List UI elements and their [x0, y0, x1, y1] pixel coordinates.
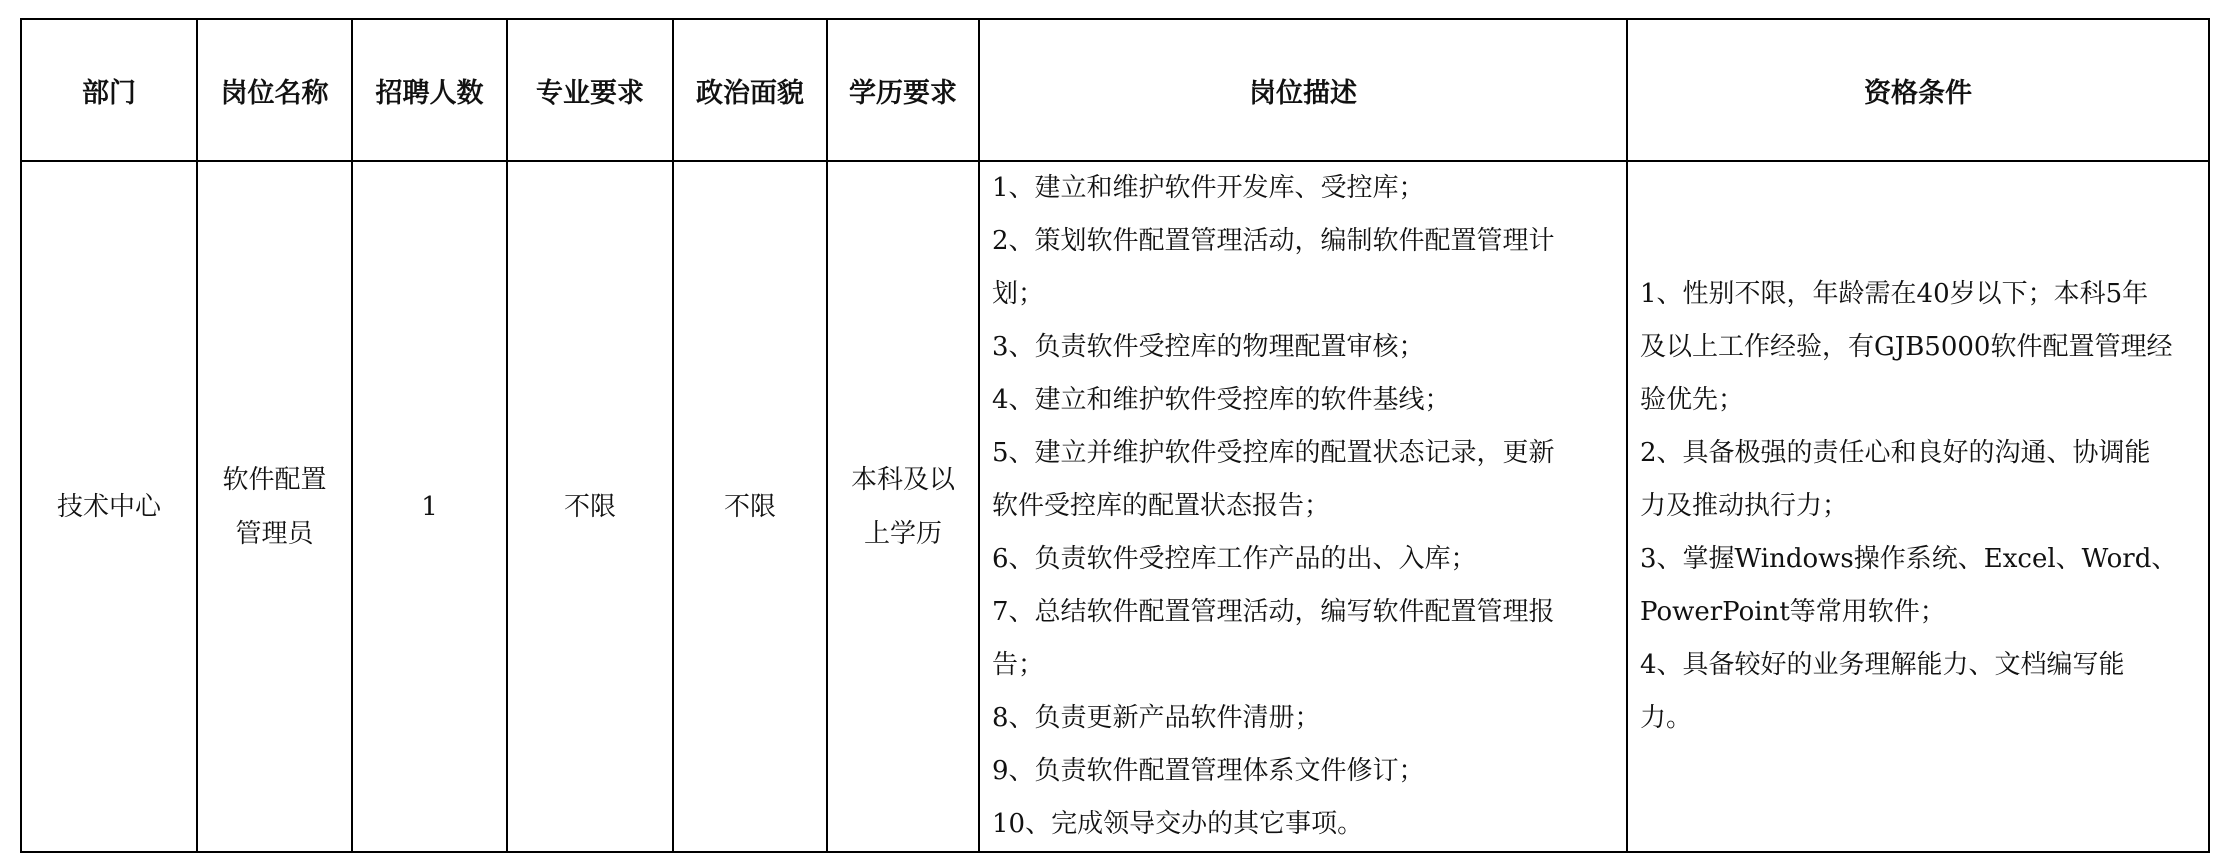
- header-political-status: 政治面貌: [673, 19, 827, 161]
- header-qualifications: 资格条件: [1627, 19, 2209, 161]
- qualification-line: 及以上工作经验，有GJB5000软件配置管理经: [1640, 332, 2173, 362]
- education-line: 本科及以: [850, 464, 955, 495]
- description-line: 1、建立和维护软件开发库、受控库；: [992, 173, 1425, 203]
- description-line: 10、完成领导交办的其它事项。: [992, 809, 1364, 839]
- description-line: 2、策划软件配置管理活动，编制软件配置管理计: [992, 226, 1555, 256]
- header-education-requirement: 学历要求: [827, 19, 979, 161]
- description-line: 7、总结软件配置管理活动，编写软件配置管理报: [992, 597, 1555, 627]
- qualifications-cell: [1627, 161, 2209, 852]
- political-status-cell: 不限: [673, 161, 827, 852]
- qualification-line: 验优先；: [1640, 385, 1745, 415]
- description-line: 5、建立并维护软件受控库的配置状态记录，更新: [992, 438, 1555, 468]
- qualification-line: 4、具备较好的业务理解能力、文档编写能: [1640, 650, 2125, 680]
- job-posting-table: [20, 18, 2210, 853]
- description-line: 6、负责软件受控库工作产品的出、入库；: [992, 544, 1477, 574]
- header-row: [21, 19, 2209, 161]
- header-job-description: 岗位描述: [979, 19, 1627, 161]
- position-name-cell: [197, 161, 352, 852]
- table-row: [21, 161, 2209, 852]
- description-line: 软件受控库的配置状态报告；: [992, 491, 1331, 521]
- qualification-line: PowerPoint等常用软件；: [1640, 597, 1946, 627]
- qualification-line: 3、掌握Windows操作系统、Excel、Word、: [1640, 544, 2178, 574]
- qualification-line: 2、具备极强的责任心和良好的沟通、协调能: [1640, 438, 2151, 468]
- position-name-line: 软件配置: [222, 464, 327, 495]
- position-name-line: 管理员: [235, 518, 314, 549]
- description-line: 9、负责软件配置管理体系文件修订；: [992, 756, 1425, 786]
- qualification-line: 力。: [1640, 703, 1693, 733]
- header-major-requirement: 专业要求: [507, 19, 673, 161]
- description-line: 划；: [992, 279, 1045, 309]
- header-department: 部门: [21, 19, 197, 161]
- header-headcount: 招聘人数: [352, 19, 507, 161]
- description-line: 告；: [992, 650, 1045, 680]
- education-line: 上学历: [863, 518, 942, 549]
- header-position-name: 岗位名称: [197, 19, 352, 161]
- major-cell: 不限: [507, 161, 673, 852]
- department-cell: 技术中心: [21, 161, 197, 852]
- headcount-cell: 1: [352, 161, 507, 852]
- description-line: 8、负责更新产品软件清册；: [992, 703, 1321, 733]
- description-line: 4、建立和维护软件受控库的软件基线；: [992, 385, 1451, 415]
- job-description-cell: [979, 161, 1627, 852]
- qualification-line: 1、性别不限，年龄需在40岁以下；本科5年: [1640, 279, 2149, 309]
- qualification-line: 力及推动执行力；: [1640, 491, 1849, 521]
- education-cell: [827, 161, 979, 852]
- description-line: 3、负责软件受控库的物理配置审核；: [992, 332, 1425, 362]
